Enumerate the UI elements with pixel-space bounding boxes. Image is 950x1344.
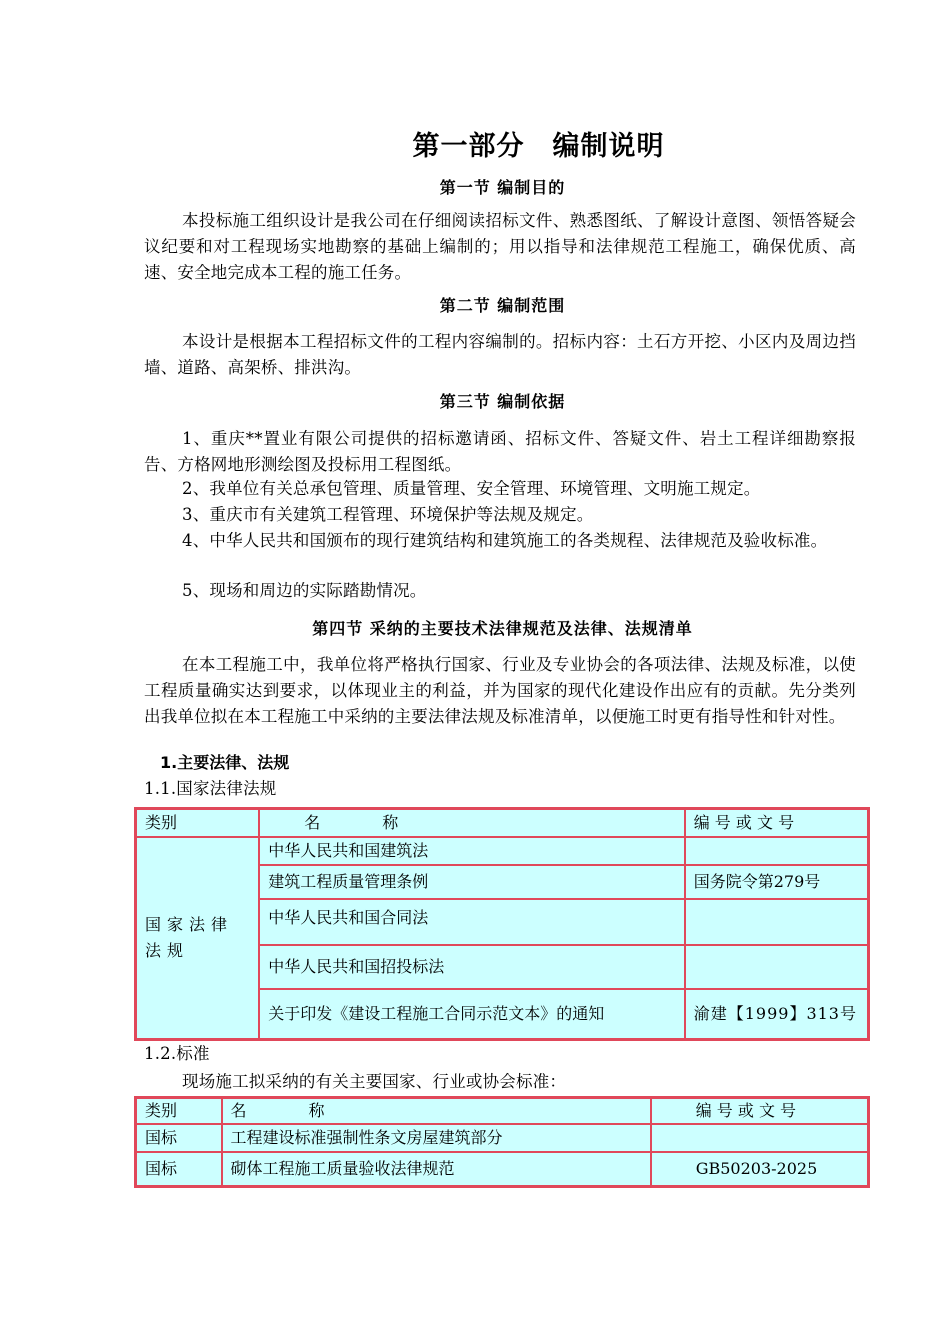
law-name: 中华人民共和国建筑法 (259, 837, 684, 865)
standard-name: 工程建设标准强制性条文房屋建筑部分 (222, 1124, 651, 1152)
standard-category: 国标 (136, 1152, 222, 1186)
basis-item-5: 5、现场和周边的实际踏勘情况。 (182, 581, 427, 600)
basis-item-2: 2、我单位有关总承包管理、质量管理、安全管理、环境管理、文明施工规定。 (182, 479, 761, 498)
table-row (136, 1152, 868, 1186)
header-category: 类别 (136, 1098, 222, 1124)
table-row (136, 1124, 868, 1152)
table-header-row (136, 809, 868, 837)
subheading-standards: 1.2.标准 (144, 1044, 210, 1063)
law-code: 国务院令第279号 (685, 865, 868, 899)
header-name: 名 称 (259, 809, 684, 837)
law-code: 渝建【1999】313号 (685, 989, 868, 1039)
standard-category: 国标 (136, 1124, 222, 1152)
header-category: 类别 (136, 809, 259, 837)
main-laws-heading: 1.主要法律、法规 (160, 753, 290, 772)
basis-item-4: 4、中华人民共和国颁布的现行建筑结构和建筑施工的各类规程、法律规范及验收标准。 (182, 531, 828, 550)
standards-table (134, 1096, 870, 1188)
page-title: 第一部分 编制说明 (412, 131, 665, 162)
section-4-heading: 第四节 采纳的主要技术法律规范及法律、法规清单 (312, 619, 693, 638)
section-3-heading: 第三节 编制依据 (439, 392, 566, 411)
law-name: 中华人民共和国合同法 (259, 899, 684, 945)
header-name: 名 称 (222, 1098, 651, 1124)
law-name: 中华人民共和国招投标法 (259, 945, 684, 989)
standard-name: 砌体工程施工质量验收法律规范 (222, 1152, 651, 1186)
section-4-paragraph: 在本工程施工中，我单位将严格执行国家、行业及专业协会的各项法律、法规及标准，以使工程质量确实达到要求，以体现业主的利益，并为国家的现代化建设作出应有的贡献。先分类列出我单位拟在本工程施工中采纳的主要法律法规及标准清单，以便施工时更有指导性和针对性。 (144, 655, 856, 726)
law-name: 建筑工程质量管理条例 (259, 865, 684, 899)
section-2-paragraph: 本设计是根据本工程招标文件的工程内容编制的。招标内容：土石方开挖、小区内及周边挡墙、道路、高架桥、排洪沟。 (144, 332, 856, 377)
header-code: 编 号 或 文 号 (685, 809, 868, 837)
table-header-row (136, 1098, 868, 1124)
header-code: 编 号 或 文 号 (651, 1098, 868, 1124)
law-code (685, 899, 868, 945)
law-code (685, 837, 868, 865)
section-2-heading: 第二节 编制范围 (439, 296, 566, 315)
national-laws-table (134, 807, 870, 1041)
section-1-heading: 第一节 编制目的 (439, 178, 566, 197)
law-name: 关于印发《建设工程施工合同示范文本》的通知 (259, 989, 684, 1039)
category-cell: 国家法律法规 (136, 837, 259, 1039)
standards-intro: 现场施工拟采纳的有关主要国家、行业或协会标准： (182, 1072, 567, 1091)
standard-code: GB50203-2025 (651, 1152, 868, 1186)
standard-code (651, 1124, 868, 1152)
basis-item-3: 3、重庆市有关建筑工程管理、环境保护等法规及规定。 (182, 505, 594, 524)
section-1-paragraph: 本投标施工组织设计是我公司在仔细阅读招标文件、熟悉图纸、了解设计意图、领悟答疑会议纪要和对工程现场实地勘察的基础上编制的；用以指导和法律规范工程施工，确保优质、高速、安全地完成本工程的施工任务。 (144, 211, 856, 282)
table-row (136, 837, 868, 865)
basis-item-1: 1、重庆**置业有限公司提供的招标邀请函、招标文件、答疑文件、岩土工程详细勘察报告、方格网地形测绘图及投标用工程图纸。 (144, 429, 856, 474)
subheading-national-laws: 1.1.国家法律法规 (144, 779, 277, 798)
law-code (685, 945, 868, 989)
